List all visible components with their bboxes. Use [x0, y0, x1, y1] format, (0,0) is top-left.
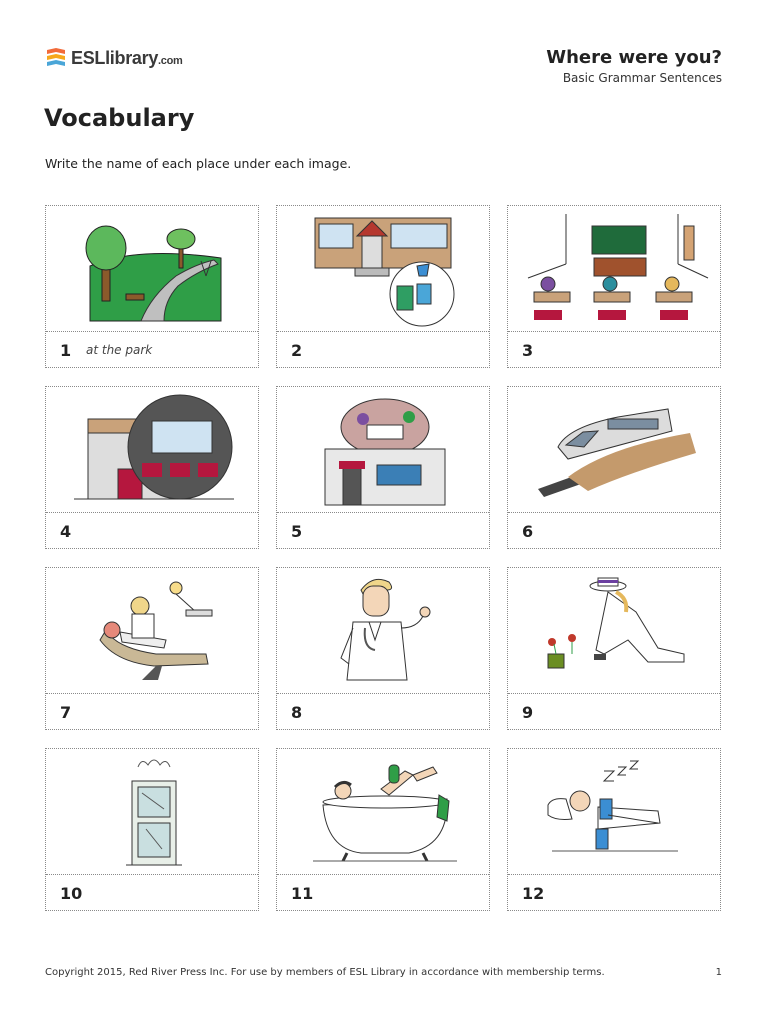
- label-row: [508, 331, 720, 368]
- card-number: 2: [291, 340, 303, 360]
- page-number: 1: [715, 967, 722, 978]
- park-icon: [46, 206, 258, 331]
- card-number: 1: [60, 340, 72, 360]
- vocab-card: [45, 386, 259, 549]
- vocab-card: [45, 205, 259, 368]
- card-number: 5: [291, 521, 303, 541]
- train-icon: [508, 387, 720, 512]
- classroom-icon: [508, 206, 720, 331]
- section-title: Vocabulary: [44, 104, 195, 132]
- dentist-icon: [46, 568, 258, 693]
- vocab-card: [45, 567, 259, 730]
- vocab-card: [507, 386, 721, 549]
- sleeping-icon: [508, 749, 720, 874]
- vocab-card: [276, 205, 490, 368]
- mall-icon: [277, 206, 489, 331]
- card-number: 8: [291, 702, 303, 722]
- label-row: [508, 512, 720, 549]
- door-icon: [46, 749, 258, 874]
- brand-logo: [45, 45, 183, 71]
- logo-book-icon: [45, 46, 67, 70]
- card-number: 11: [291, 883, 314, 903]
- label-row: [508, 874, 720, 911]
- label-row: [277, 874, 489, 911]
- card-number: 7: [60, 702, 72, 722]
- vocab-card: [507, 567, 721, 730]
- label-row: [277, 693, 489, 730]
- vocab-card: [276, 386, 490, 549]
- label-row: [277, 512, 489, 549]
- copyright-footer: Copyright 2015, Red River Press Inc. For use by members of ESL Library in accordance with membership terms.: [45, 967, 605, 978]
- worksheet-title: Where were you?: [546, 47, 722, 68]
- vocab-card: [507, 748, 721, 911]
- restaurant-icon: [277, 387, 489, 512]
- vocab-card: [45, 748, 259, 911]
- gardening-icon: [508, 568, 720, 693]
- card-number: 3: [522, 340, 534, 360]
- card-number: 4: [60, 521, 72, 541]
- label-row: [46, 874, 258, 911]
- instruction-text: Write the name of each place under each image.: [45, 156, 352, 171]
- bathtub-icon: [277, 749, 489, 874]
- vocab-card: [507, 205, 721, 368]
- vocab-card: [276, 748, 490, 911]
- label-row: [46, 331, 258, 368]
- doctor-icon: [277, 568, 489, 693]
- logo-suffix: .com: [158, 54, 183, 67]
- label-row: [46, 512, 258, 549]
- movie-theater-icon: [46, 387, 258, 512]
- label-row: [508, 693, 720, 730]
- worksheet-subtitle: Basic Grammar Sentences: [562, 71, 722, 85]
- label-row: [46, 693, 258, 730]
- card-number: 10: [60, 883, 83, 903]
- card-number: 9: [522, 702, 534, 722]
- card-number: 6: [522, 521, 534, 541]
- label-row: [277, 331, 489, 368]
- vocab-card: [276, 567, 490, 730]
- answer-field[interactable]: at the park: [86, 343, 153, 357]
- card-number: 12: [522, 883, 545, 903]
- logo-text: ESLlibrary.com: [71, 47, 183, 68]
